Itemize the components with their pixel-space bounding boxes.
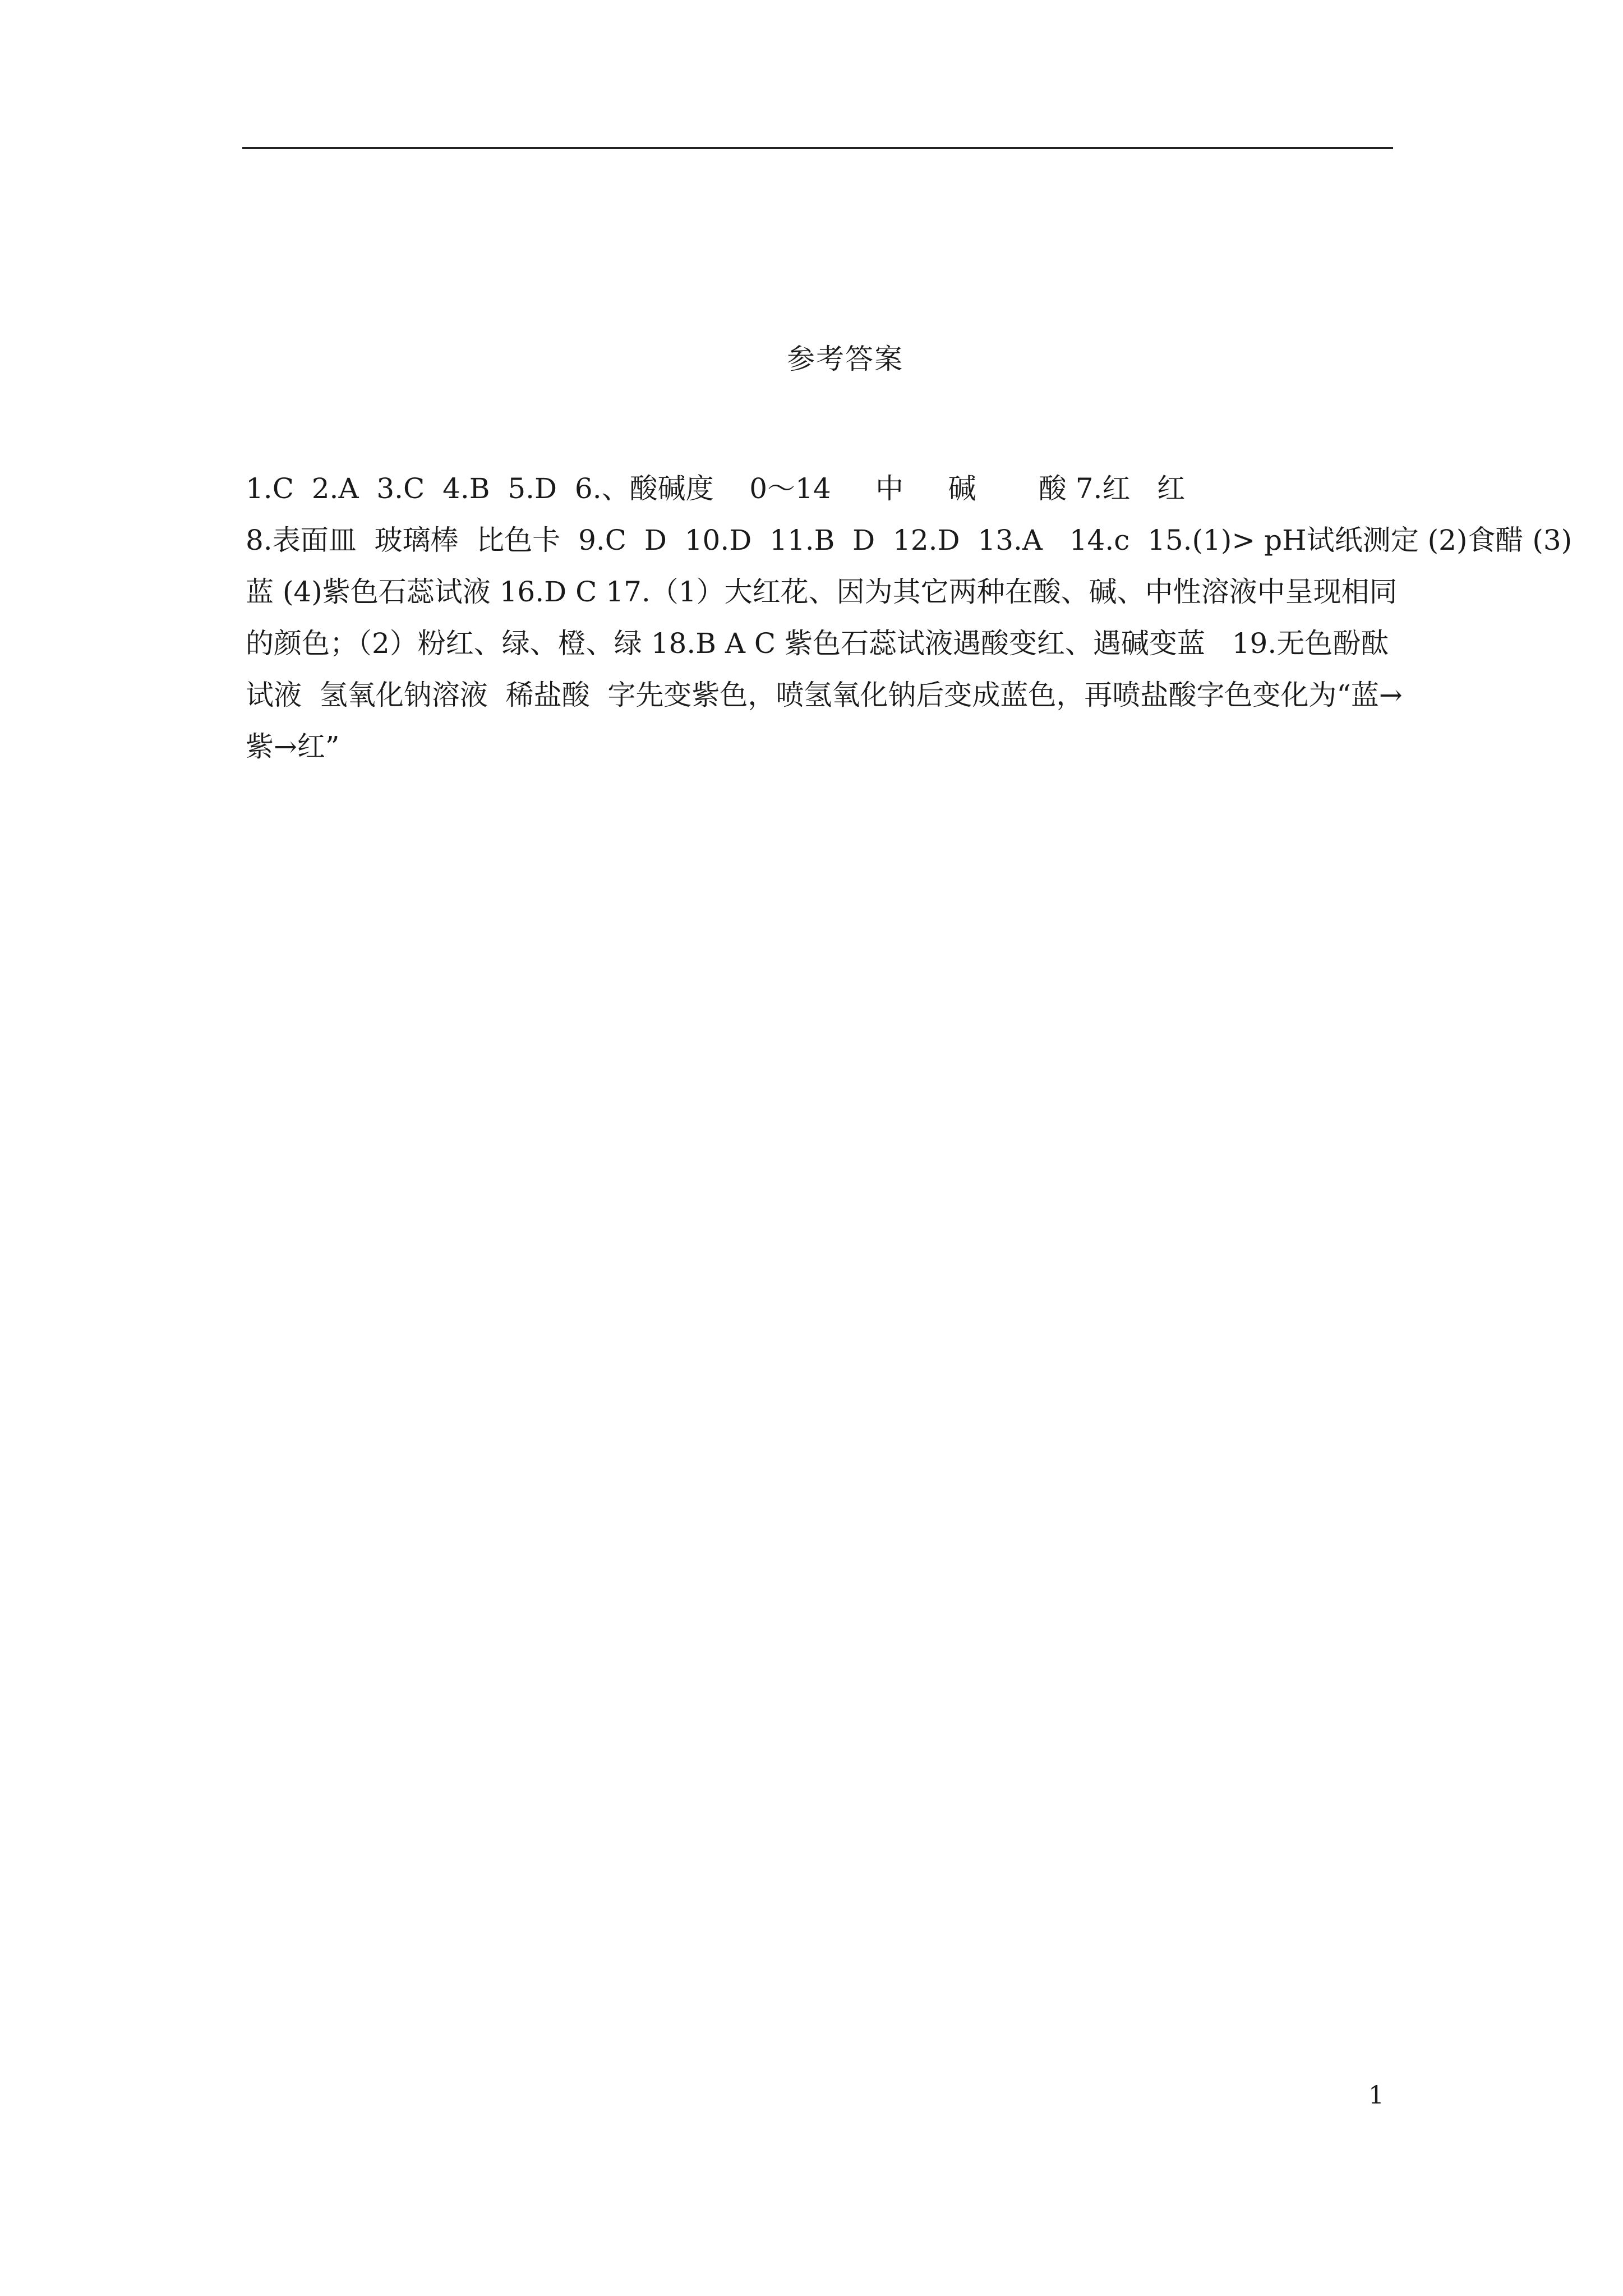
answer-line-4: 的颜色；（2）粉红、绿、橙、绿 18.B A C 紫色石蕊试液遇酸变红、遇碱变蓝 19.无色酚酞	[246, 627, 1389, 660]
header-rule	[242, 147, 1393, 149]
answer-line-2: 8.表面皿 玻璃棒 比色卡 9.C D 10.D 11.B D 12.D 13.A 14.c 15.(1)> pH试纸测定 (2)食醋 (3)	[246, 524, 1573, 556]
page-number: 1	[1368, 2081, 1384, 2110]
answer-line-6: 紫→红”	[246, 730, 340, 763]
answer-line-5: 试液 氢氧化钠溶液 稀盐酸 字先变紫色，喷氢氧化钠后变成蓝色，再喷盐酸字色变化为“蓝→	[246, 679, 1403, 711]
answer-line-3: 蓝 (4)紫色石蕊试液 16.D C 17.（1）大红花、因为其它两种在酸、碱、中性溶液中呈现相同	[246, 576, 1398, 608]
page-title: 参考答案	[787, 343, 903, 375]
answer-line-1: 1.C 2.A 3.C 4.B 5.D 6.、酸碱度 0～14 中 碱 酸 7.红 红	[246, 472, 1186, 505]
answer-body	[246, 463, 1573, 772]
